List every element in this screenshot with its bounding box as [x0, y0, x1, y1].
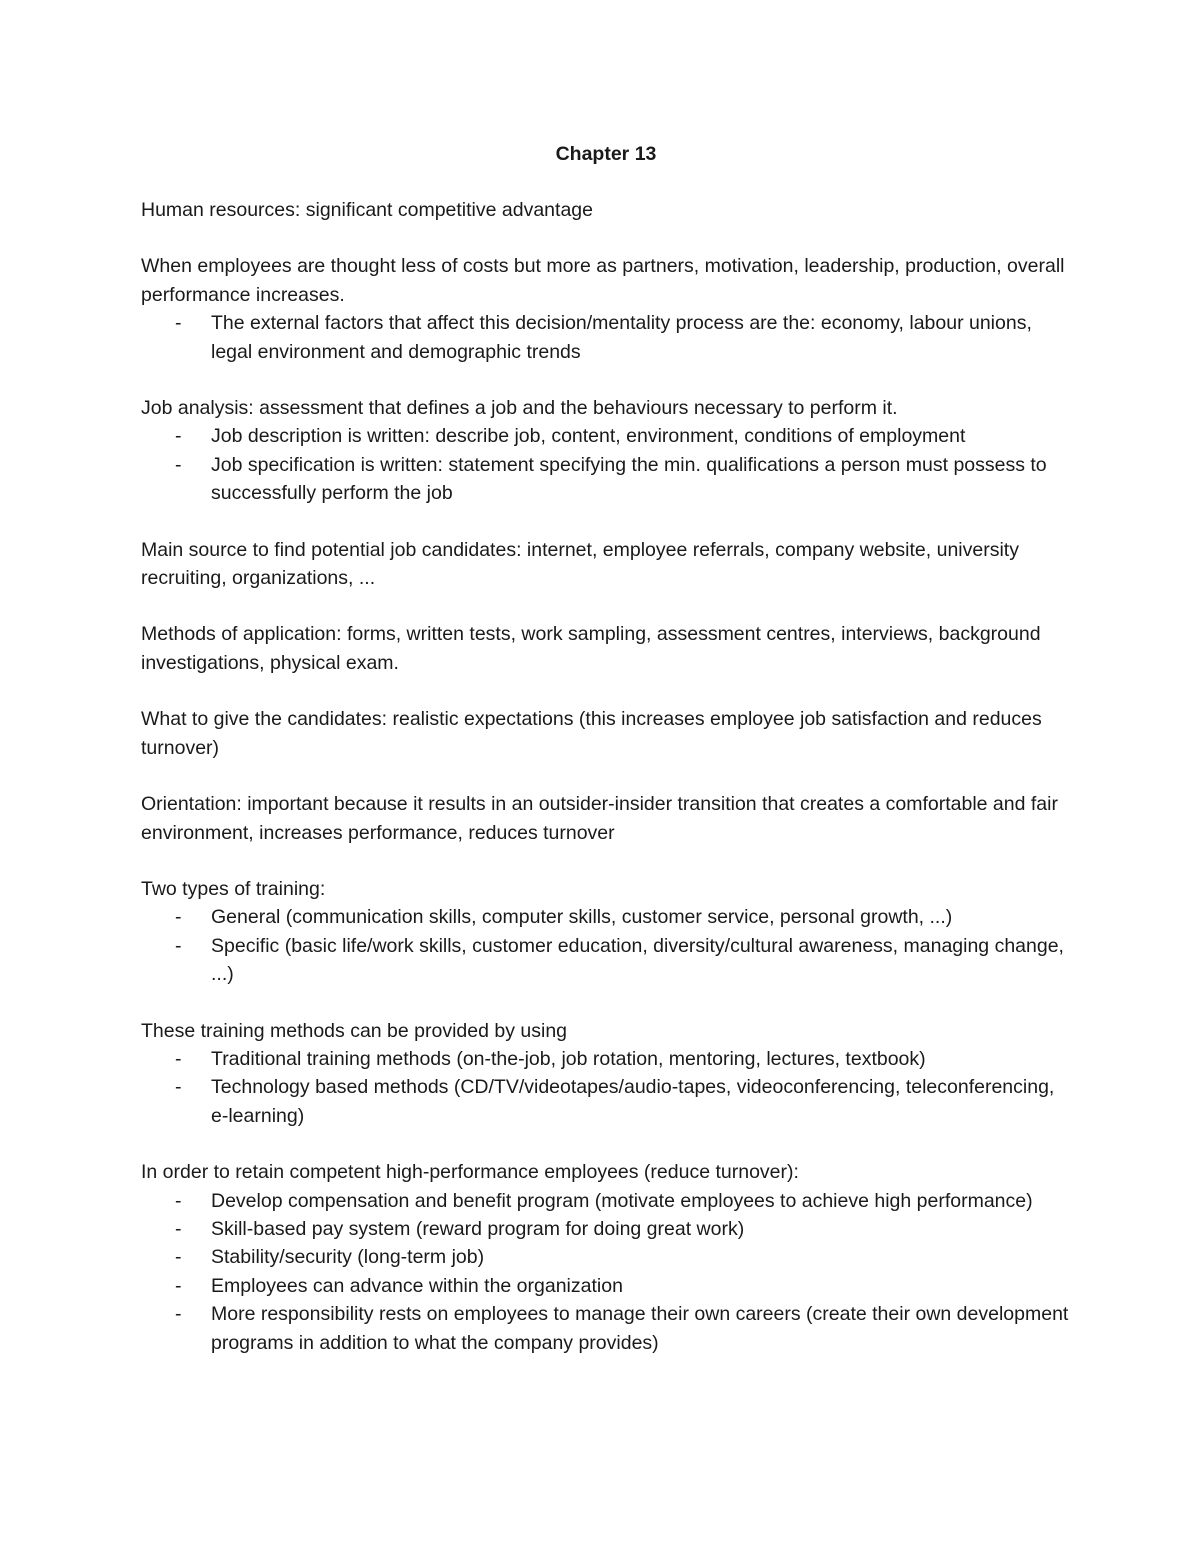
dash-bullet-icon: - — [175, 1047, 182, 1070]
bullet-item — [141, 1272, 1071, 1300]
bullet-item — [141, 903, 1071, 931]
dash-bullet-icon: - — [175, 1189, 182, 1212]
document-body — [141, 196, 1071, 1357]
paragraph: When employees are thought less of costs but more as partners, motivation, leadership, production, overall performance increases. — [141, 255, 1065, 306]
dash-bullet-icon: - — [175, 1076, 182, 1099]
bullet-text: Develop compensation and benefit program (motivate employees to achieve high performance) — [211, 1189, 1033, 1212]
bullet-item — [141, 1045, 1071, 1073]
bullet-item — [141, 1243, 1071, 1271]
bullet-item — [141, 422, 1071, 450]
section — [141, 252, 1071, 366]
bullet-list — [141, 1187, 1071, 1357]
dash-bullet-icon: - — [175, 453, 182, 476]
bullet-text: Traditional training methods (on-the-job, job rotation, mentoring, lectures, textbook) — [211, 1047, 926, 1070]
bullet-item — [141, 932, 1071, 989]
dash-bullet-icon: - — [175, 1274, 182, 1297]
bullet-text: The external factors that affect this decision/mentality process are the: economy, labour unions, legal environment and demographic trends — [211, 312, 1032, 363]
bullet-item — [141, 1215, 1071, 1243]
document-page — [141, 138, 1071, 1357]
bullet-list — [141, 422, 1071, 507]
bullet-item — [141, 1073, 1071, 1130]
paragraph: Human resources: significant competitive advantage — [141, 199, 593, 221]
dash-bullet-icon: - — [175, 906, 182, 929]
bullet-list — [141, 309, 1071, 366]
section — [141, 1158, 1071, 1357]
section — [141, 196, 1071, 224]
section — [141, 705, 1071, 762]
dash-bullet-icon: - — [175, 312, 182, 335]
bullet-text: Job description is written: describe job, content, environment, conditions of employment — [211, 425, 966, 448]
bullet-list — [141, 1045, 1071, 1130]
section — [141, 875, 1071, 989]
dash-bullet-icon: - — [175, 1246, 182, 1269]
dash-bullet-icon: - — [175, 934, 182, 957]
bullet-item — [141, 451, 1071, 508]
dash-bullet-icon: - — [175, 425, 182, 448]
paragraph: Two types of training: — [141, 877, 326, 900]
bullet-text: More responsibility rests on employees to manage their own careers (create their own development programs in addition to what the company provides) — [211, 1303, 1069, 1354]
bullet-list — [141, 903, 1071, 988]
paragraph: Methods of application: forms, written tests, work sampling, assessment centres, interviews, background investigations, physical exam. — [141, 623, 1041, 674]
dash-bullet-icon: - — [175, 1217, 182, 1240]
section — [141, 790, 1071, 847]
paragraph: In order to retain competent high-performance employees (reduce turnover): — [141, 1161, 799, 1184]
page-title: Chapter 13 — [555, 143, 657, 165]
dash-bullet-icon: - — [175, 1303, 182, 1326]
bullet-text: Job specification is written: statement specifying the min. qualifications a person must possess to successfully perform the job — [211, 453, 1047, 505]
bullet-item — [141, 1187, 1071, 1215]
section — [141, 536, 1071, 593]
section — [141, 1017, 1071, 1131]
bullet-text: Skill-based pay system (reward program for doing great work) — [211, 1217, 745, 1240]
paragraph: Job analysis: assessment that defines a job and the behaviours necessary to perform it. — [141, 397, 898, 420]
bullet-text: Stability/security (long-term job) — [211, 1246, 485, 1269]
bullet-item — [141, 309, 1071, 366]
bullet-text: General (communication skills, computer skills, customer service, personal growth, ...) — [211, 906, 953, 929]
paragraph: These training methods can be provided by using — [141, 1019, 568, 1042]
bullet-item — [141, 1300, 1071, 1357]
paragraph: Orientation: important because it results in an outsider-insider transition that creates a comfortable and fair environment, increases performance, reduces turnover — [141, 793, 1058, 844]
paragraph: What to give the candidates: realistic expectations (this increases employee job satisfaction and reduces turnover) — [141, 708, 1042, 759]
section — [141, 394, 1071, 508]
bullet-text: Specific (basic life/work skills, customer education, diversity/cultural awareness, managing change, ...) — [211, 934, 1064, 986]
section — [141, 620, 1071, 677]
bullet-text: Employees can advance within the organization — [211, 1274, 623, 1297]
bullet-text: Technology based methods (CD/TV/videotapes/audio-tapes, videoconferencing, teleconferencing, e-learning) — [211, 1076, 1055, 1127]
paragraph: Main source to find potential job candidates: internet, employee referrals, company website, university recruiting, organizations, ... — [141, 538, 1019, 590]
